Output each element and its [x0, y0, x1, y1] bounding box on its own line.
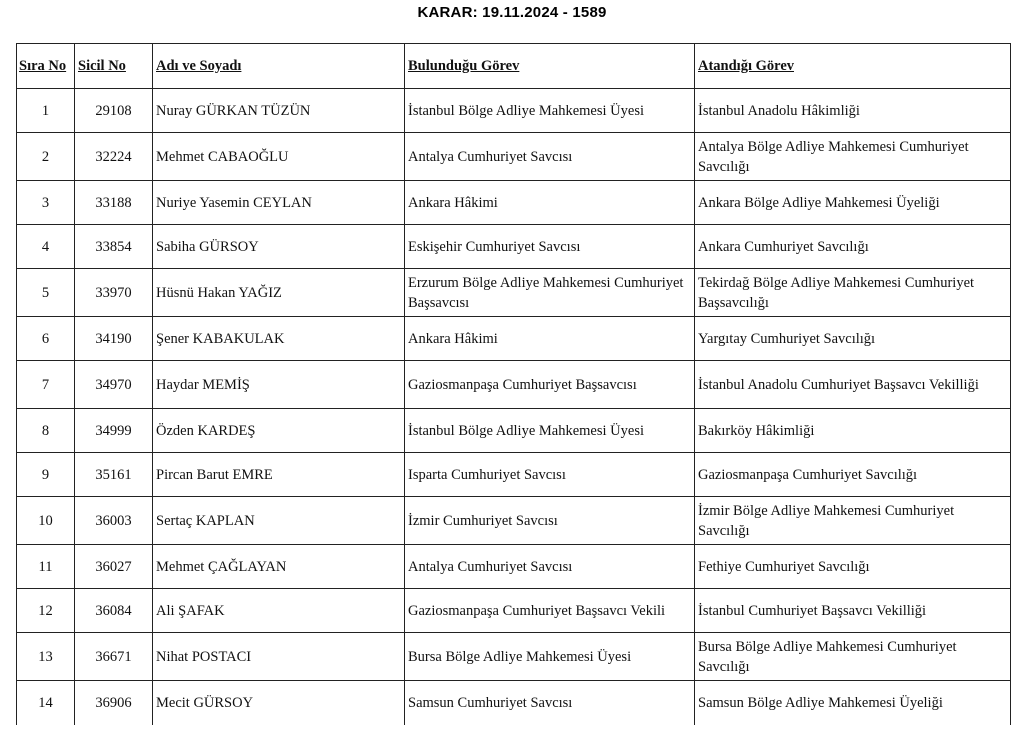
- cell-adi-soyadi: Hüsnü Hakan YAĞIZ: [153, 269, 405, 317]
- table-row: [17, 269, 1011, 317]
- cell-sira-no: 5: [17, 269, 75, 317]
- cell-atandigi-gorev: Tekirdağ Bölge Adliye Mahkemesi Cumhuriyet Başsavcılığı: [695, 269, 1011, 317]
- cell-adi-soyadi: Sertaç KAPLAN: [153, 497, 405, 545]
- cell-bulundugu-gorev: Eskişehir Cumhuriyet Savcısı: [405, 225, 695, 269]
- cell-sicil-no: 33970: [75, 269, 153, 317]
- cell-sicil-no: 33854: [75, 225, 153, 269]
- cell-sira-no: 1: [17, 89, 75, 133]
- cell-adi-soyadi: Haydar MEMİŞ: [153, 361, 405, 409]
- cell-bulundugu-gorev: İstanbul Bölge Adliye Mahkemesi Üyesi: [405, 89, 695, 133]
- cell-sicil-no: 33188: [75, 181, 153, 225]
- cell-adi-soyadi: Şener KABAKULAK: [153, 317, 405, 361]
- cell-sira-no: 10: [17, 497, 75, 545]
- cell-adi-soyadi: Mecit GÜRSOY: [153, 681, 405, 725]
- cell-sicil-no: 36003: [75, 497, 153, 545]
- cell-atandigi-gorev: İstanbul Cumhuriyet Başsavcı Vekilliği: [695, 589, 1011, 633]
- cell-atandigi-gorev: Ankara Bölge Adliye Mahkemesi Üyeliği: [695, 181, 1011, 225]
- cell-adi-soyadi: Mehmet CABAOĞLU: [153, 133, 405, 181]
- cell-bulundugu-gorev: Antalya Cumhuriyet Savcısı: [405, 133, 695, 181]
- cell-atandigi-gorev: Samsun Bölge Adliye Mahkemesi Üyeliği: [695, 681, 1011, 725]
- cell-sicil-no: 35161: [75, 453, 153, 497]
- cell-sira-no: 2: [17, 133, 75, 181]
- cell-sira-no: 7: [17, 361, 75, 409]
- cell-bulundugu-gorev: Gaziosmanpaşa Cumhuriyet Başsavcısı: [405, 361, 695, 409]
- cell-bulundugu-gorev: Ankara Hâkimi: [405, 181, 695, 225]
- table-body: [17, 89, 1011, 725]
- table-row: [17, 497, 1011, 545]
- cell-bulundugu-gorev: Ankara Hâkimi: [405, 317, 695, 361]
- table-row: [17, 633, 1011, 681]
- table-row: [17, 89, 1011, 133]
- cell-sira-no: 9: [17, 453, 75, 497]
- table-row: [17, 409, 1011, 453]
- cell-atandigi-gorev: İzmir Bölge Adliye Mahkemesi Cumhuriyet Savcılığı: [695, 497, 1011, 545]
- cell-bulundugu-gorev: İstanbul Bölge Adliye Mahkemesi Üyesi: [405, 409, 695, 453]
- header-adi-soyadi: Adı ve Soyadı: [153, 44, 405, 89]
- cell-bulundugu-gorev: İzmir Cumhuriyet Savcısı: [405, 497, 695, 545]
- table-row: [17, 589, 1011, 633]
- cell-sicil-no: 36671: [75, 633, 153, 681]
- cell-adi-soyadi: Nuray GÜRKAN TÜZÜN: [153, 89, 405, 133]
- cell-sicil-no: 34999: [75, 409, 153, 453]
- header-bulundugu-gorev: Bulunduğu Görev: [405, 44, 695, 89]
- cell-sira-no: 4: [17, 225, 75, 269]
- cell-bulundugu-gorev: Erzurum Bölge Adliye Mahkemesi Cumhuriyet Başsavcısı: [405, 269, 695, 317]
- table-row: [17, 225, 1011, 269]
- header-sira-no: Sıra No: [17, 44, 75, 89]
- cell-sicil-no: 34970: [75, 361, 153, 409]
- cell-sira-no: 11: [17, 545, 75, 589]
- cell-atandigi-gorev: Fethiye Cumhuriyet Savcılığı: [695, 545, 1011, 589]
- cell-bulundugu-gorev: Bursa Bölge Adliye Mahkemesi Üyesi: [405, 633, 695, 681]
- table-row: [17, 317, 1011, 361]
- cell-sicil-no: 36906: [75, 681, 153, 725]
- cell-sira-no: 8: [17, 409, 75, 453]
- cell-atandigi-gorev: Antalya Bölge Adliye Mahkemesi Cumhuriyet Savcılığı: [695, 133, 1011, 181]
- cell-adi-soyadi: Nuriye Yasemin CEYLAN: [153, 181, 405, 225]
- cell-sira-no: 14: [17, 681, 75, 725]
- header-atandigi-gorev: Atandığı Görev: [695, 44, 1011, 89]
- cell-atandigi-gorev: Yargıtay Cumhuriyet Savcılığı: [695, 317, 1011, 361]
- cell-bulundugu-gorev: Isparta Cumhuriyet Savcısı: [405, 453, 695, 497]
- table-row: [17, 361, 1011, 409]
- cell-atandigi-gorev: Gaziosmanpaşa Cumhuriyet Savcılığı: [695, 453, 1011, 497]
- table-header-row: [17, 44, 1011, 89]
- cell-bulundugu-gorev: Samsun Cumhuriyet Savcısı: [405, 681, 695, 725]
- table-row: [17, 181, 1011, 225]
- header-sicil-no: Sicil No: [75, 44, 153, 89]
- cell-adi-soyadi: Ali ŞAFAK: [153, 589, 405, 633]
- table-row: [17, 453, 1011, 497]
- cell-sicil-no: 29108: [75, 89, 153, 133]
- decision-title: KARAR: 19.11.2024 - 1589: [417, 4, 607, 21]
- cell-atandigi-gorev: Ankara Cumhuriyet Savcılığı: [695, 225, 1011, 269]
- cell-sira-no: 13: [17, 633, 75, 681]
- cell-sicil-no: 36027: [75, 545, 153, 589]
- cell-adi-soyadi: Nihat POSTACI: [153, 633, 405, 681]
- cell-bulundugu-gorev: Antalya Cumhuriyet Savcısı: [405, 545, 695, 589]
- cell-atandigi-gorev: Bakırköy Hâkimliği: [695, 409, 1011, 453]
- appointment-table: [16, 43, 1011, 725]
- cell-sicil-no: 36084: [75, 589, 153, 633]
- cell-sira-no: 3: [17, 181, 75, 225]
- cell-atandigi-gorev: İstanbul Anadolu Cumhuriyet Başsavcı Vekilliği: [695, 361, 1011, 409]
- cell-sira-no: 12: [17, 589, 75, 633]
- cell-adi-soyadi: Mehmet ÇAĞLAYAN: [153, 545, 405, 589]
- cell-atandigi-gorev: Bursa Bölge Adliye Mahkemesi Cumhuriyet Savcılığı: [695, 633, 1011, 681]
- cell-atandigi-gorev: İstanbul Anadolu Hâkimliği: [695, 89, 1011, 133]
- cell-sicil-no: 32224: [75, 133, 153, 181]
- table-row: [17, 681, 1011, 725]
- cell-adi-soyadi: Pircan Barut EMRE: [153, 453, 405, 497]
- cell-adi-soyadi: Sabiha GÜRSOY: [153, 225, 405, 269]
- table-row: [17, 545, 1011, 589]
- cell-sicil-no: 34190: [75, 317, 153, 361]
- cell-sira-no: 6: [17, 317, 75, 361]
- table-row: [17, 133, 1011, 181]
- cell-bulundugu-gorev: Gaziosmanpaşa Cumhuriyet Başsavcı Vekili: [405, 589, 695, 633]
- cell-adi-soyadi: Özden KARDEŞ: [153, 409, 405, 453]
